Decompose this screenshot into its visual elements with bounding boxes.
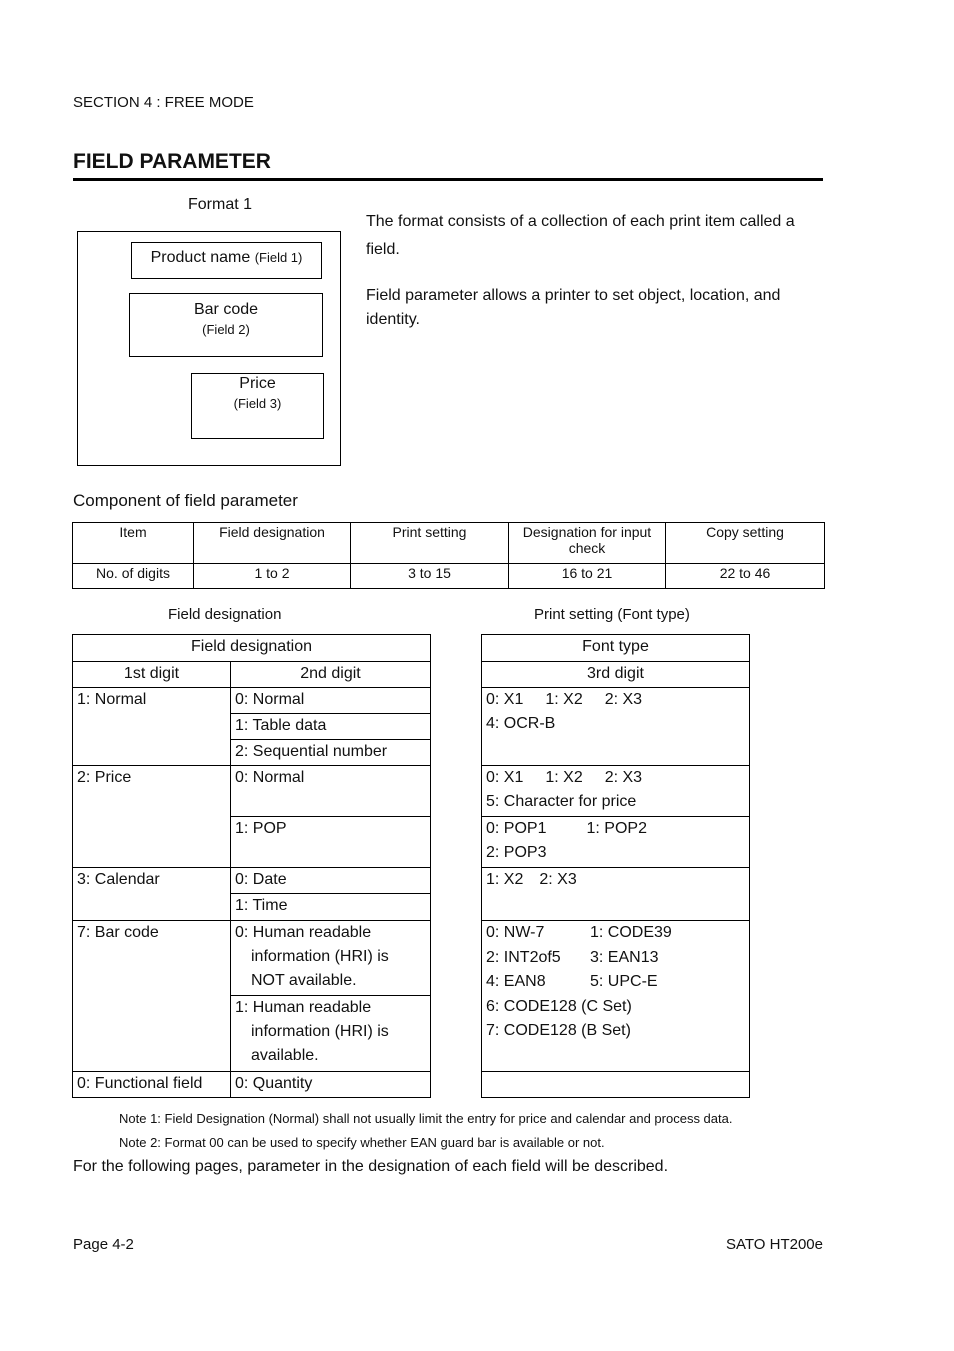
fd-normal-0: 0: Normal (231, 688, 431, 714)
ft-option: 6: CODE128 (C Set) (486, 997, 632, 1015)
ft-normal-cell (482, 688, 750, 766)
field1-tag: (Field 1) (254, 250, 303, 265)
fd-price-1: 1: POP (231, 817, 431, 868)
component-header-cell: Copy setting (666, 523, 825, 564)
fd-barcode-0-line: NOT available. (251, 972, 357, 989)
fd-barcode-0 (231, 921, 431, 996)
ft-option: 4: EAN8 (486, 973, 546, 990)
component-cell: 22 to 46 (666, 564, 825, 589)
ft-option: 2: POP3 (486, 844, 547, 861)
title-divider (73, 178, 823, 181)
ft-option: 3: EAN13 (590, 948, 659, 966)
note-2: Note 2: Format 00 can be used to specify whether EAN guard bar is available or not. (119, 1135, 605, 1150)
field-designation-caption: Field designation (168, 606, 282, 623)
page-number: Page 4-2 (73, 1236, 134, 1253)
fd-col-1st-digit: 1st digit (73, 662, 231, 688)
page-title: FIELD PARAMETER (73, 150, 271, 173)
field2-name: Bar code (193, 301, 259, 318)
ft-option: 7: CODE128 (B Set) (486, 1022, 631, 1039)
fd-barcode: 7: Bar code (73, 921, 231, 1072)
intro-paragraph-1: The format consists of a collection of each print item called a field. (366, 213, 795, 258)
component-cell: No. of digits (73, 564, 194, 589)
component-heading: Component of field parameter (73, 491, 298, 510)
ft-title: Font type (482, 635, 750, 662)
component-table (72, 522, 825, 589)
fd-normal-1: 1: Table data (231, 714, 431, 740)
intro-paragraph-2: Field parameter allows a printer to set object, location, and identity. (366, 287, 781, 328)
note-1: Note 1: Field Designation (Normal) shall not usually limit the entry for price and calendar and process data. (119, 1111, 733, 1126)
fd-calendar: 3: Calendar (73, 868, 231, 921)
fd-barcode-0-line: information (HRI) is (251, 948, 389, 965)
fd-barcode-1-line: information (HRI) is (251, 1023, 389, 1040)
field-designation-table (72, 634, 431, 1098)
component-cell: 16 to 21 (509, 564, 666, 589)
fd-title: Field designation (73, 635, 431, 662)
ft-functional-cell (482, 1072, 750, 1098)
field3-tag: (Field 3) (233, 396, 282, 411)
ft-option: 0: X1 (486, 769, 524, 786)
ft-option: 1: X2 (545, 769, 583, 786)
fd-barcode-1-line: 1: Human readable (235, 999, 372, 1016)
fd-price: 2: Price (73, 766, 231, 868)
ft-option: 0: X1 (486, 691, 524, 708)
ft-option: 2: X3 (604, 691, 643, 708)
ft-option: 2: X3 (604, 769, 643, 786)
component-cell: 1 to 2 (194, 564, 351, 589)
field2-box (129, 293, 323, 357)
component-cell: 3 to 15 (351, 564, 509, 589)
field3-name: Price (239, 375, 276, 392)
ft-option: 2: INT2of5 (486, 948, 561, 966)
fd-functional: 0: Functional field (73, 1072, 231, 1098)
print-setting-caption: Print setting (Font type) (534, 606, 690, 623)
ft-option: 2: X3 (539, 871, 577, 888)
fd-barcode-1 (231, 996, 431, 1072)
fd-calendar-1: 1: Time (231, 894, 431, 921)
component-header-cell: Field designation (194, 523, 351, 564)
ft-option: 5: Character for price (486, 793, 637, 810)
ft-barcode-cell (482, 921, 750, 1072)
fd-barcode-0-line: 0: Human readable (235, 924, 372, 941)
fd-functional-0: 0: Quantity (231, 1072, 431, 1098)
fd-normal-2: 2: Sequential number (231, 740, 431, 766)
ft-option: 1: CODE39 (590, 924, 672, 941)
format-label: Format 1 (188, 196, 253, 213)
component-header-cell: Print setting (351, 523, 509, 564)
section-label: SECTION 4 : FREE MODE (73, 94, 254, 111)
following-pages-text: For the following pages, parameter in the designation of each field will be described. (73, 1158, 669, 1175)
ft-option: 5: UPC-E (590, 973, 658, 990)
ft-option: 1: POP2 (586, 820, 647, 837)
product-name: SATO HT200e (726, 1236, 823, 1253)
field3-box (191, 373, 324, 439)
fd-col-2nd-digit: 2nd digit (231, 662, 431, 688)
fd-calendar-0: 0: Date (231, 868, 431, 894)
field1-name: Product name (150, 249, 251, 266)
ft-col-3rd-digit: 3rd digit (482, 662, 750, 688)
component-header-cell: Designation for input check (509, 523, 666, 564)
ft-option: 4: OCR-B (486, 715, 556, 732)
component-header-cell: Item (73, 523, 194, 564)
ft-option: 0: POP1 (486, 820, 547, 837)
fd-normal: 1: Normal (73, 688, 231, 766)
ft-option: 1: X2 (545, 691, 583, 708)
fd-barcode-1-line: available. (251, 1047, 319, 1064)
ft-price-cell (482, 766, 750, 817)
field1-box (131, 242, 322, 279)
ft-option: 1: X2 (486, 871, 524, 888)
ft-pop-cell (482, 817, 750, 868)
font-type-table (481, 634, 750, 1098)
ft-option: 0: NW-7 (486, 924, 545, 941)
fd-price-0: 0: Normal (231, 766, 431, 817)
field2-tag: (Field 2) (202, 322, 250, 337)
ft-calendar-cell (482, 868, 750, 921)
